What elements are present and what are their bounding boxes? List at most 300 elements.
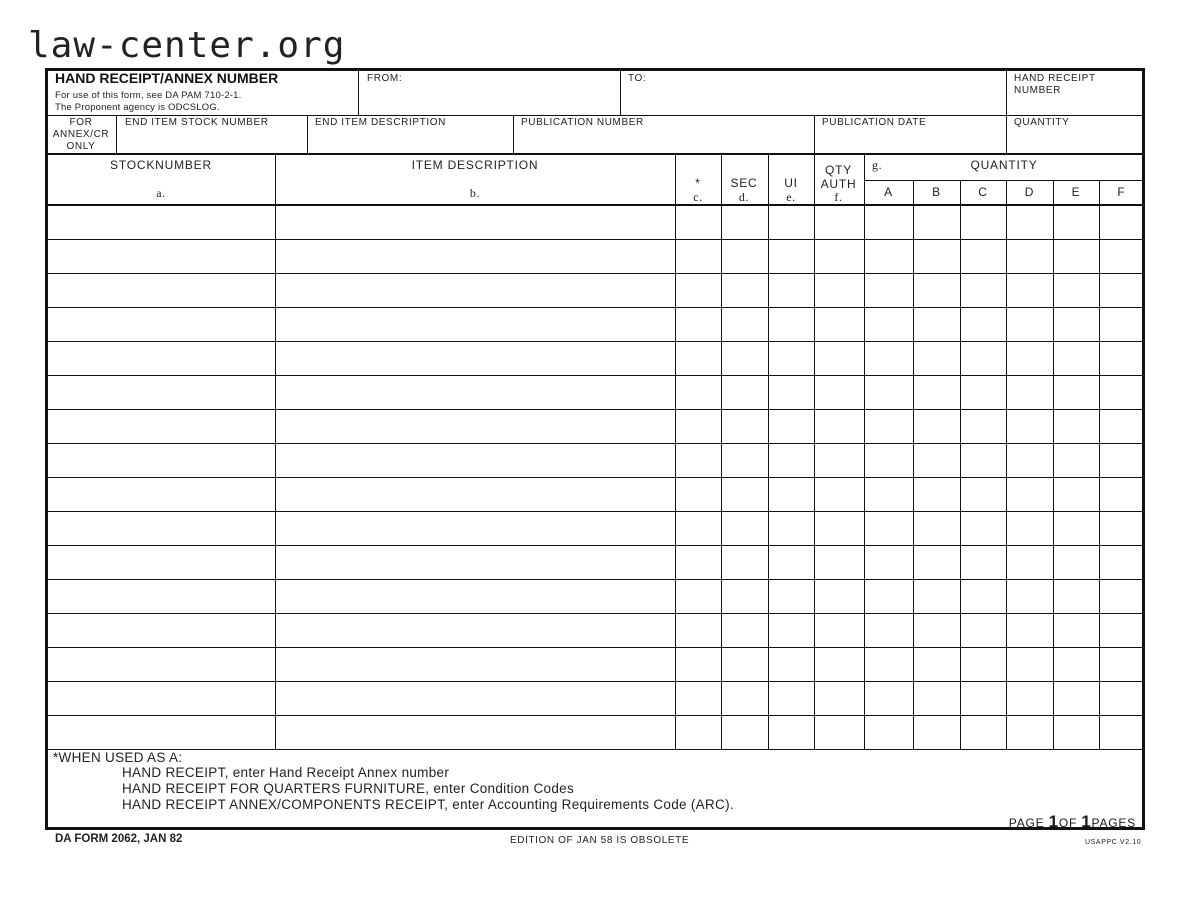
proponent-line: The Proponent agency is ODCSLOG.: [55, 102, 220, 113]
table-cell[interactable]: [962, 547, 1004, 577]
divider: [1006, 115, 1007, 153]
table-cell[interactable]: [677, 343, 719, 373]
quantity-label: QUANTITY: [1014, 117, 1070, 128]
table-cell[interactable]: [723, 207, 766, 237]
divider: [47, 749, 1144, 750]
publication-number-field[interactable]: [517, 131, 809, 151]
table-cell[interactable]: [866, 615, 911, 645]
divider: [1006, 70, 1007, 115]
table-cell[interactable]: [723, 683, 766, 713]
star-letter: c.: [693, 190, 703, 204]
of-word: OF: [1058, 816, 1078, 830]
table-cell[interactable]: [723, 615, 766, 645]
table-cell[interactable]: [277, 309, 673, 339]
table-cell[interactable]: [277, 479, 673, 509]
table-cell[interactable]: [1008, 649, 1051, 679]
table-cell[interactable]: [770, 241, 812, 271]
table-cell[interactable]: [1101, 547, 1142, 577]
table-cell[interactable]: [816, 581, 862, 611]
star-header: *: [695, 176, 701, 190]
table-cell[interactable]: [770, 377, 812, 407]
divider: [1099, 205, 1100, 749]
quantity-sub-header: D: [1024, 185, 1035, 199]
table-cell[interactable]: [1008, 445, 1051, 475]
page-number[interactable]: 1: [1048, 812, 1059, 831]
table-cell[interactable]: [677, 615, 719, 645]
table-cell[interactable]: [1101, 649, 1142, 679]
table-cell[interactable]: [49, 513, 273, 543]
table-cell[interactable]: [962, 513, 1004, 543]
table-cell[interactable]: [1008, 513, 1051, 543]
table-cell[interactable]: [1055, 547, 1097, 577]
table-cell[interactable]: [866, 717, 911, 747]
table-cell[interactable]: [49, 479, 273, 509]
table-cell[interactable]: [866, 513, 911, 543]
table-cell[interactable]: [49, 445, 273, 475]
divider: [675, 153, 676, 204]
table-cell[interactable]: [277, 615, 673, 645]
divider: [47, 115, 1144, 116]
table-cell[interactable]: [723, 275, 766, 305]
table-cell[interactable]: [49, 717, 273, 747]
table-cell[interactable]: [962, 445, 1004, 475]
table-cell[interactable]: [915, 241, 958, 271]
table-row: [47, 273, 1144, 307]
table-cell[interactable]: [770, 207, 812, 237]
table-cell[interactable]: [49, 649, 273, 679]
divider: [358, 70, 359, 115]
table-cell[interactable]: [915, 207, 958, 237]
table-cell[interactable]: [915, 581, 958, 611]
table-cell[interactable]: [915, 513, 958, 543]
table-cell[interactable]: [770, 479, 812, 509]
table-cell[interactable]: [49, 683, 273, 713]
table-cell[interactable]: [816, 649, 862, 679]
table-cell[interactable]: [1008, 275, 1051, 305]
table-cell[interactable]: [1055, 513, 1097, 543]
table-cell[interactable]: [723, 343, 766, 373]
table-cell[interactable]: [1008, 581, 1051, 611]
table-cell[interactable]: [770, 649, 812, 679]
end-item-stock-label: END ITEM STOCK NUMBER: [125, 117, 269, 128]
form-id: DA FORM 2062, JAN 82: [55, 833, 183, 845]
table-cell[interactable]: [816, 241, 862, 271]
divider: [913, 205, 914, 749]
end-item-description-field[interactable]: [311, 131, 509, 151]
table-cell[interactable]: [277, 649, 673, 679]
table-cell[interactable]: [1055, 445, 1097, 475]
table-cell[interactable]: [962, 717, 1004, 747]
divider: [307, 115, 308, 153]
table-cell[interactable]: [49, 615, 273, 645]
page-word: PAGE: [1008, 816, 1045, 830]
table-cell[interactable]: [962, 479, 1004, 509]
table-cell[interactable]: [723, 581, 766, 611]
quantity-sub-header: E: [1071, 185, 1081, 199]
table-row: [47, 205, 1144, 239]
table-cell[interactable]: [723, 479, 766, 509]
table-cell[interactable]: [49, 241, 273, 271]
table-cell[interactable]: [277, 547, 673, 577]
table-cell[interactable]: [277, 717, 673, 747]
table-cell[interactable]: [915, 275, 958, 305]
table-row: [47, 239, 1144, 273]
table-cell[interactable]: [1101, 377, 1142, 407]
table-row: [47, 715, 1144, 749]
table-cell[interactable]: [677, 445, 719, 475]
table-cell[interactable]: [723, 445, 766, 475]
table-cell[interactable]: [770, 547, 812, 577]
table-cell[interactable]: [277, 207, 673, 237]
table-cell[interactable]: [677, 275, 719, 305]
table-cell[interactable]: [49, 207, 273, 237]
table-cell[interactable]: [816, 615, 862, 645]
watermark: law-center.org: [28, 25, 346, 66]
table-cell[interactable]: [770, 445, 812, 475]
quantity-sub-header: B: [932, 185, 941, 199]
table-cell[interactable]: [915, 445, 958, 475]
table-row: [47, 579, 1144, 613]
pages-word: PAGES: [1091, 816, 1136, 830]
table-cell[interactable]: [723, 309, 766, 339]
table-cell[interactable]: [962, 581, 1004, 611]
divider: [1006, 180, 1007, 204]
for-annex-label-3: ONLY: [66, 141, 96, 152]
table-cell[interactable]: [277, 275, 673, 305]
to-label: TO:: [628, 73, 647, 84]
table-row: [47, 341, 1144, 375]
table-cell[interactable]: [1101, 513, 1142, 543]
table-cell[interactable]: [816, 513, 862, 543]
table-cell[interactable]: [677, 241, 719, 271]
table-cell[interactable]: [1008, 717, 1051, 747]
table-cell[interactable]: [1101, 717, 1142, 747]
table-cell[interactable]: [1055, 411, 1097, 441]
quantity-sub-header: C: [978, 185, 988, 199]
table-cell[interactable]: [770, 343, 812, 373]
divider: [721, 153, 722, 204]
table-cell[interactable]: [1008, 343, 1051, 373]
sec-letter: d.: [738, 190, 750, 204]
table-cell[interactable]: [866, 207, 911, 237]
table-cell[interactable]: [866, 241, 911, 271]
table-cell[interactable]: [915, 649, 958, 679]
table-cell[interactable]: [915, 343, 958, 373]
divider: [1006, 205, 1007, 749]
table-cell[interactable]: [1008, 377, 1051, 407]
quantity-header: QUANTITY: [970, 158, 1038, 172]
table-cell[interactable]: [770, 309, 812, 339]
table-cell[interactable]: [1055, 207, 1097, 237]
table-cell[interactable]: [1101, 343, 1142, 373]
table-cell[interactable]: [277, 241, 673, 271]
table-cell[interactable]: [915, 309, 958, 339]
divider: [620, 70, 621, 115]
table-cell[interactable]: [723, 241, 766, 271]
table-cell[interactable]: [962, 241, 1004, 271]
table-cell[interactable]: [277, 377, 673, 407]
hand-receipt-number-field[interactable]: [1010, 98, 1140, 114]
table-cell[interactable]: [277, 343, 673, 373]
table-cell[interactable]: [816, 479, 862, 509]
publication-number-label: PUBLICATION NUMBER: [521, 117, 644, 128]
from-label: FROM:: [367, 73, 403, 84]
quantity-sub-header: F: [1117, 185, 1126, 199]
table-cell[interactable]: [677, 207, 719, 237]
table-cell[interactable]: [962, 207, 1004, 237]
table-cell[interactable]: [1101, 241, 1142, 271]
table-cell[interactable]: [866, 683, 911, 713]
divider: [814, 205, 815, 749]
table-cell[interactable]: [1008, 615, 1051, 645]
table-cell[interactable]: [49, 377, 273, 407]
table-cell[interactable]: [866, 479, 911, 509]
table-cell[interactable]: [915, 683, 958, 713]
table-cell[interactable]: [962, 683, 1004, 713]
to-field[interactable]: [650, 86, 990, 112]
form-title: HAND RECEIPT/ANNEX NUMBER: [55, 70, 279, 86]
table-cell[interactable]: [816, 275, 862, 305]
table-cell[interactable]: [1101, 309, 1142, 339]
page-indicator: [940, 812, 1136, 832]
table-cell[interactable]: [866, 547, 911, 577]
divider: [864, 153, 865, 204]
table-cell[interactable]: [1008, 309, 1051, 339]
table-cell[interactable]: [1055, 309, 1097, 339]
table-row: [47, 681, 1144, 715]
for-annex-label-2: ANNEX/CR: [52, 129, 110, 140]
table-cell[interactable]: [962, 615, 1004, 645]
divider: [913, 180, 914, 204]
divider: [1053, 180, 1054, 204]
table-cell[interactable]: [1055, 649, 1097, 679]
table-cell[interactable]: [277, 581, 673, 611]
notes-line-1: HAND RECEIPT, enter Hand Receipt Annex number: [122, 765, 450, 780]
table-cell[interactable]: [1101, 683, 1142, 713]
table-cell[interactable]: [915, 717, 958, 747]
table-row: [47, 545, 1144, 579]
table-cell[interactable]: [723, 411, 766, 441]
table-row: [47, 477, 1144, 511]
table-cell[interactable]: [1008, 207, 1051, 237]
table-row: [47, 511, 1144, 545]
table-cell[interactable]: [770, 683, 812, 713]
table-row: [47, 307, 1144, 341]
table-cell[interactable]: [677, 717, 719, 747]
table-cell[interactable]: [723, 649, 766, 679]
table-cell[interactable]: [1008, 479, 1051, 509]
ui-header: UI: [784, 176, 798, 190]
table-cell[interactable]: [962, 275, 1004, 305]
table-cell[interactable]: [723, 377, 766, 407]
edition-note: EDITION OF JAN 58 IS OBSOLETE: [510, 835, 690, 846]
notes-heading: *WHEN USED AS A:: [53, 750, 183, 765]
divider: [814, 115, 815, 153]
ui-letter: e.: [786, 190, 796, 204]
divider: [864, 205, 865, 749]
divider: [275, 153, 276, 204]
item-description-header: ITEM DESCRIPTION: [411, 158, 539, 172]
table-cell[interactable]: [1101, 581, 1142, 611]
divider: [960, 180, 961, 204]
table-cell[interactable]: [1101, 445, 1142, 475]
divider: [513, 115, 514, 153]
table-cell[interactable]: [866, 343, 911, 373]
table-cell[interactable]: [816, 309, 862, 339]
table-row: [47, 647, 1144, 681]
table-cell[interactable]: [962, 309, 1004, 339]
table-cell[interactable]: [866, 581, 911, 611]
divider: [814, 153, 815, 204]
table-cell[interactable]: [49, 275, 273, 305]
table-cell[interactable]: [1055, 241, 1097, 271]
table-cell[interactable]: [962, 343, 1004, 373]
sec-header: SEC: [730, 176, 758, 190]
table-cell[interactable]: [49, 411, 273, 441]
table-cell[interactable]: [1055, 615, 1097, 645]
table-cell[interactable]: [677, 683, 719, 713]
notes-line-3: HAND RECEIPT ANNEX/COMPONENTS RECEIPT, enter Accounting Requirements Code (ARC).: [122, 797, 734, 812]
table-row: [47, 613, 1144, 647]
divider: [275, 205, 276, 749]
table-cell[interactable]: [962, 649, 1004, 679]
table-cell[interactable]: [1008, 683, 1051, 713]
table-cell[interactable]: [816, 683, 862, 713]
table-cell[interactable]: [1055, 581, 1097, 611]
table-cell[interactable]: [677, 547, 719, 577]
table-cell[interactable]: [1055, 343, 1097, 373]
divider: [675, 205, 676, 749]
table-cell[interactable]: [816, 717, 862, 747]
table-cell[interactable]: [677, 513, 719, 543]
divider: [47, 153, 1144, 155]
notes-line-2: HAND RECEIPT FOR QUARTERS FURNITURE, enter Condition Codes: [122, 781, 575, 796]
qty-header: QTY: [824, 163, 853, 177]
from-field[interactable]: [400, 86, 610, 112]
table-cell[interactable]: [770, 513, 812, 543]
end-item-description-label: END ITEM DESCRIPTION: [315, 117, 446, 128]
publication-date-field[interactable]: [818, 131, 1002, 151]
divider: [864, 180, 1144, 181]
table-cell[interactable]: [816, 207, 862, 237]
quantity-field[interactable]: [1010, 131, 1140, 151]
table-cell[interactable]: [277, 513, 673, 543]
table-cell[interactable]: [915, 479, 958, 509]
table-cell[interactable]: [49, 547, 273, 577]
table-cell[interactable]: [677, 377, 719, 407]
divider: [721, 205, 722, 749]
divider: [768, 205, 769, 749]
table-cell[interactable]: [915, 615, 958, 645]
table-cell[interactable]: [1008, 411, 1051, 441]
use-line: For use of this form, see DA PAM 710-2-1.: [55, 90, 242, 101]
hand-receipt-number-label-2: NUMBER: [1014, 85, 1061, 96]
end-item-stock-field[interactable]: [120, 131, 304, 151]
table-cell[interactable]: [723, 513, 766, 543]
table-cell[interactable]: [962, 377, 1004, 407]
table-cell[interactable]: [723, 717, 766, 747]
divider: [1053, 205, 1054, 749]
table-cell[interactable]: [866, 411, 911, 441]
table-cell[interactable]: [816, 377, 862, 407]
stock-number-header: STOCKNUMBER: [110, 158, 212, 172]
table-cell[interactable]: [277, 683, 673, 713]
table-cell[interactable]: [277, 411, 673, 441]
table-cell[interactable]: [677, 649, 719, 679]
table-cell[interactable]: [49, 581, 273, 611]
table-cell[interactable]: [915, 411, 958, 441]
table-cell[interactable]: [1101, 479, 1142, 509]
table-cell[interactable]: [677, 411, 719, 441]
table-cell[interactable]: [770, 581, 812, 611]
table-cell[interactable]: [723, 547, 766, 577]
table-cell[interactable]: [866, 649, 911, 679]
table-cell[interactable]: [1101, 411, 1142, 441]
table-cell[interactable]: [677, 479, 719, 509]
stock-number-letter: a.: [156, 186, 166, 200]
divider: [116, 115, 117, 153]
table-cell[interactable]: [1055, 377, 1097, 407]
version-label: USAPPC V2.10: [1085, 839, 1142, 846]
table-cell[interactable]: [277, 445, 673, 475]
page-total[interactable]: 1: [1081, 812, 1092, 831]
table-cell[interactable]: [49, 309, 273, 339]
table-cell[interactable]: [962, 411, 1004, 441]
table-cell[interactable]: [915, 547, 958, 577]
table-cell[interactable]: [1055, 717, 1097, 747]
table-cell[interactable]: [770, 615, 812, 645]
table-cell[interactable]: [816, 547, 862, 577]
table-cell[interactable]: [677, 309, 719, 339]
table-cell[interactable]: [866, 377, 911, 407]
table-cell[interactable]: [816, 445, 862, 475]
table-cell[interactable]: [1008, 241, 1051, 271]
qty-auth-letter: f.: [834, 190, 843, 204]
table-cell[interactable]: [1055, 683, 1097, 713]
table-row: [47, 443, 1144, 477]
publication-date-label: PUBLICATION DATE: [822, 117, 927, 128]
table-cell[interactable]: [1101, 275, 1142, 305]
table-cell[interactable]: [1101, 615, 1142, 645]
table-cell[interactable]: [816, 411, 862, 441]
table-cell[interactable]: [1055, 479, 1097, 509]
item-description-letter: b.: [469, 186, 481, 200]
divider: [768, 153, 769, 204]
divider: [960, 205, 961, 749]
for-annex-label: FOR: [69, 117, 93, 128]
hand-receipt-number-label: HAND RECEIPT: [1014, 73, 1096, 84]
table-cell[interactable]: [866, 275, 911, 305]
table-cell[interactable]: [866, 309, 911, 339]
table-cell[interactable]: [816, 343, 862, 373]
table-cell[interactable]: [770, 717, 812, 747]
table-cell[interactable]: [770, 411, 812, 441]
table-cell[interactable]: [1055, 275, 1097, 305]
divider: [1099, 180, 1100, 204]
table-cell[interactable]: [1008, 547, 1051, 577]
auth-header: AUTH: [820, 177, 857, 191]
quantity-sub-header: A: [884, 185, 893, 199]
table-cell[interactable]: [915, 377, 958, 407]
table-cell[interactable]: [770, 275, 812, 305]
table-cell[interactable]: [677, 581, 719, 611]
table-cell[interactable]: [866, 445, 911, 475]
table-row: [47, 375, 1144, 409]
table-row: [47, 409, 1144, 443]
g-letter: g.: [872, 158, 883, 172]
table-cell[interactable]: [1101, 207, 1142, 237]
table-cell[interactable]: [49, 343, 273, 373]
